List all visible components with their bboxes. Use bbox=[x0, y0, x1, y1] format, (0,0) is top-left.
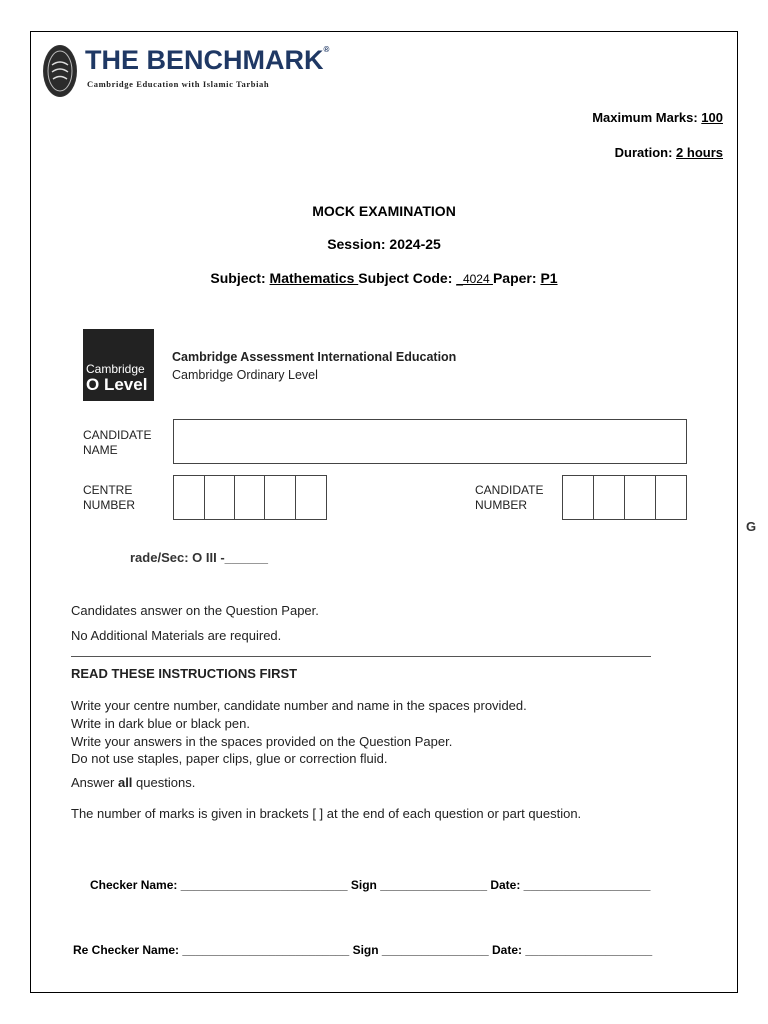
logo-line-olevel: O Level bbox=[86, 375, 148, 394]
registered-mark: ® bbox=[323, 45, 330, 54]
answer-all-pre: Answer bbox=[71, 775, 118, 790]
note-no-materials: No Additional Materials are required. bbox=[71, 628, 282, 643]
centre-number-cell[interactable] bbox=[235, 476, 265, 519]
section-divider bbox=[71, 656, 651, 657]
brand-name-text: THE BENCHMARK bbox=[85, 45, 324, 75]
cambridge-level: Cambridge Ordinary Level bbox=[172, 368, 318, 382]
note-answer-on-paper: Candidates answer on the Question Paper. bbox=[71, 603, 319, 618]
cambridge-org-name: Cambridge Assessment International Education bbox=[172, 350, 457, 364]
grade-section-line: rade/Sec: O III -______ bbox=[130, 550, 269, 565]
centre-number-label bbox=[83, 483, 135, 513]
max-marks-label: Maximum Marks: bbox=[592, 110, 702, 125]
answer-all-bold: all bbox=[117, 775, 133, 790]
candidate-name-field[interactable] bbox=[173, 419, 687, 464]
instruction-item: Do not use staples, paper clips, glue or correction fluid. bbox=[71, 751, 388, 766]
duration-value: 2 hours bbox=[676, 145, 723, 160]
candidate-name-label-l2: NAME bbox=[83, 443, 118, 457]
paper-value: P1 bbox=[540, 270, 558, 286]
subject-code-label: Subject Code: bbox=[358, 270, 457, 286]
re-checker-line: Re Checker Name: _________________________ Sign ________________ Date: ___________________ bbox=[73, 943, 653, 957]
centre-number-cell[interactable] bbox=[205, 476, 235, 519]
centre-number-field[interactable] bbox=[173, 475, 327, 520]
logo-line-cambridge: Cambridge bbox=[86, 362, 145, 376]
paper-label: Paper: bbox=[492, 270, 541, 286]
brand-tagline: Cambridge Education with Islamic Tarbiah bbox=[87, 79, 270, 89]
seal-graphic bbox=[43, 45, 77, 97]
checker-line: Checker Name: _________________________ Sign ________________ Date: ___________________ bbox=[90, 878, 651, 892]
cambridge-olevel-logo bbox=[83, 329, 154, 401]
centre-number-cell[interactable] bbox=[174, 476, 205, 519]
marks-note: The number of marks is given in brackets [ ] at the end of each question or part question. bbox=[71, 806, 582, 821]
candidate-number-cell[interactable] bbox=[563, 476, 594, 519]
candidate-number-label-l2: NUMBER bbox=[475, 498, 528, 512]
exam-cover-page bbox=[30, 31, 738, 993]
instruction-item: Write your centre number, candidate number and name in the spaces provided. bbox=[71, 698, 527, 713]
margin-letter: G bbox=[746, 519, 757, 534]
instruction-item: Write in dark blue or black pen. bbox=[71, 716, 250, 731]
maximum-marks bbox=[592, 110, 723, 125]
centre-number-label-l1: CENTRE bbox=[83, 483, 133, 497]
school-seal-icon bbox=[43, 45, 77, 97]
exam-session: Session: 2024-25 bbox=[327, 236, 441, 252]
centre-number-label-l2: NUMBER bbox=[83, 498, 136, 512]
candidate-number-label bbox=[475, 483, 543, 513]
brand-name bbox=[85, 45, 329, 76]
subject-label: Subject: bbox=[210, 270, 270, 286]
subject-value: Mathematics bbox=[269, 270, 359, 286]
instruction-item: Write your answers in the spaces provided on the Question Paper. bbox=[71, 734, 453, 749]
candidate-number-cell[interactable] bbox=[625, 476, 656, 519]
centre-number-cell[interactable] bbox=[265, 476, 296, 519]
candidate-name-label-l1: CANDIDATE bbox=[83, 428, 152, 442]
exam-title: MOCK EXAMINATION bbox=[312, 203, 456, 219]
exam-subject-line bbox=[31, 270, 737, 286]
max-marks-value: 100 bbox=[701, 110, 723, 125]
candidate-number-field[interactable] bbox=[562, 475, 687, 520]
subject-code-value: _4024 bbox=[456, 272, 493, 286]
candidate-number-cell[interactable] bbox=[594, 476, 625, 519]
duration-label: Duration: bbox=[614, 145, 677, 160]
instructions-heading: READ THESE INSTRUCTIONS FIRST bbox=[71, 666, 298, 681]
answer-all-post: questions. bbox=[132, 775, 196, 790]
duration bbox=[615, 145, 723, 160]
candidate-name-label bbox=[83, 428, 151, 458]
answer-all-instruction bbox=[71, 774, 195, 791]
candidate-number-label-l1: CANDIDATE bbox=[475, 483, 544, 497]
